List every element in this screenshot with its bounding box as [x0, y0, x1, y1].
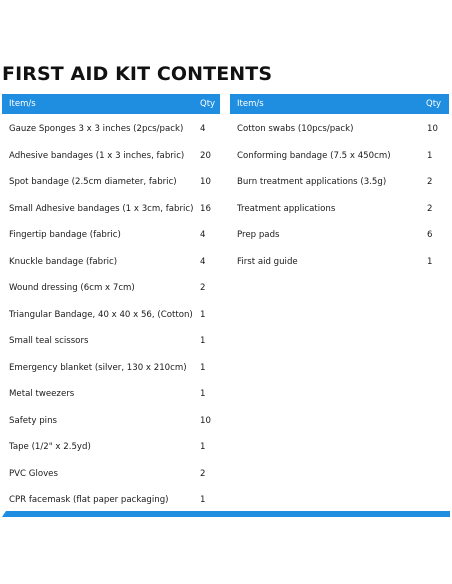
item-qty: 1: [427, 150, 433, 161]
table-row: [2, 326, 220, 353]
item-qty: 6: [427, 230, 433, 240]
item-name: Small teal scissors: [9, 336, 89, 346]
item-name: Safety pins: [9, 415, 57, 426]
right-table-header: [230, 94, 449, 114]
table-row: [230, 247, 449, 274]
item-name: Fingertip bandage (fabric): [9, 230, 121, 240]
table-row: [230, 167, 449, 194]
page-title: FIRST AID KIT CONTENTS: [2, 63, 273, 85]
item-qty: 1: [200, 309, 206, 320]
table-row: [230, 114, 449, 141]
table-row: [230, 220, 449, 247]
item-qty: 10: [200, 177, 211, 187]
item-qty: 16: [200, 203, 211, 214]
item-qty: 2: [427, 203, 433, 214]
item-name: Emergency blanket (silver, 130 x 210cm): [9, 362, 187, 373]
item-name: Gauze Sponges 3 x 3 inches (2pcs/pack): [9, 124, 184, 134]
item-name: Metal tweezers: [9, 389, 75, 399]
item-name: Wound dressing (6cm x 7cm): [9, 283, 135, 293]
item-name: Triangular Bandage, 40 x 40 x 56, (Cotton): [9, 309, 193, 320]
item-qty: 10: [200, 415, 211, 426]
item-name: Conforming bandage (7.5 x 450cm): [237, 150, 391, 161]
item-name: Small Adhesive bandages (1 x 3cm, fabric): [9, 203, 194, 214]
table-row: [2, 141, 220, 168]
left-header-item: Item/s: [9, 99, 36, 109]
item-name: First aid guide: [237, 256, 298, 267]
table-row: [2, 194, 220, 221]
item-qty: 1: [427, 256, 433, 267]
item-qty: 10: [427, 124, 438, 134]
item-qty: 4: [200, 124, 206, 134]
left-header-qty: Qty: [200, 99, 216, 109]
footer-accent-shape: [2, 511, 450, 517]
table-row: [2, 459, 220, 486]
table-row: [2, 247, 220, 274]
table-row: [2, 167, 220, 194]
table-row: [2, 220, 220, 247]
item-qty: 20: [200, 150, 211, 161]
right-header-item: Item/s: [237, 99, 264, 109]
item-name: Treatment applications: [237, 203, 336, 214]
table-row: [230, 194, 449, 221]
table-row: [2, 300, 220, 327]
table-row: [2, 353, 220, 380]
table-row: [2, 273, 220, 300]
item-qty: 1: [200, 442, 206, 452]
item-name: CPR facemask (flat paper packaging): [9, 495, 169, 505]
item-qty: 2: [427, 177, 433, 187]
right-contents-table: [230, 94, 449, 273]
table-row: [2, 379, 220, 406]
table-row: [2, 114, 220, 141]
item-name: Adhesive bandages (1 x 3 inches, fabric): [9, 150, 185, 161]
item-name: Prep pads: [237, 230, 280, 240]
item-name: Cotton swabs (10pcs/pack): [237, 124, 354, 134]
left-contents-table: [2, 94, 220, 512]
item-name: Tape (1/2" x 2.5yd): [9, 442, 91, 452]
item-qty: 1: [200, 495, 206, 505]
item-name: Knuckle bandage (fabric): [9, 256, 118, 267]
item-name: Burn treatment applications (3.5g): [237, 177, 387, 187]
left-table-rows: [2, 114, 220, 512]
item-qty: 1: [200, 389, 206, 399]
table-row: [2, 485, 220, 512]
item-name: PVC Gloves: [9, 468, 58, 479]
table-row: [2, 432, 220, 459]
item-name: Spot bandage (2.5cm diameter, fabric): [9, 177, 177, 187]
item-qty: 2: [200, 468, 206, 479]
table-row: [2, 406, 220, 433]
item-qty: 2: [200, 283, 206, 293]
item-qty: 1: [200, 336, 206, 346]
table-row: [230, 141, 449, 168]
right-table-rows: [230, 114, 449, 273]
item-qty: 4: [200, 230, 206, 240]
footer-accent-bar: [2, 511, 450, 517]
left-table-header: [2, 94, 220, 114]
item-qty: 4: [200, 256, 206, 267]
right-header-qty: Qty: [426, 99, 442, 109]
item-qty: 1: [200, 362, 206, 373]
